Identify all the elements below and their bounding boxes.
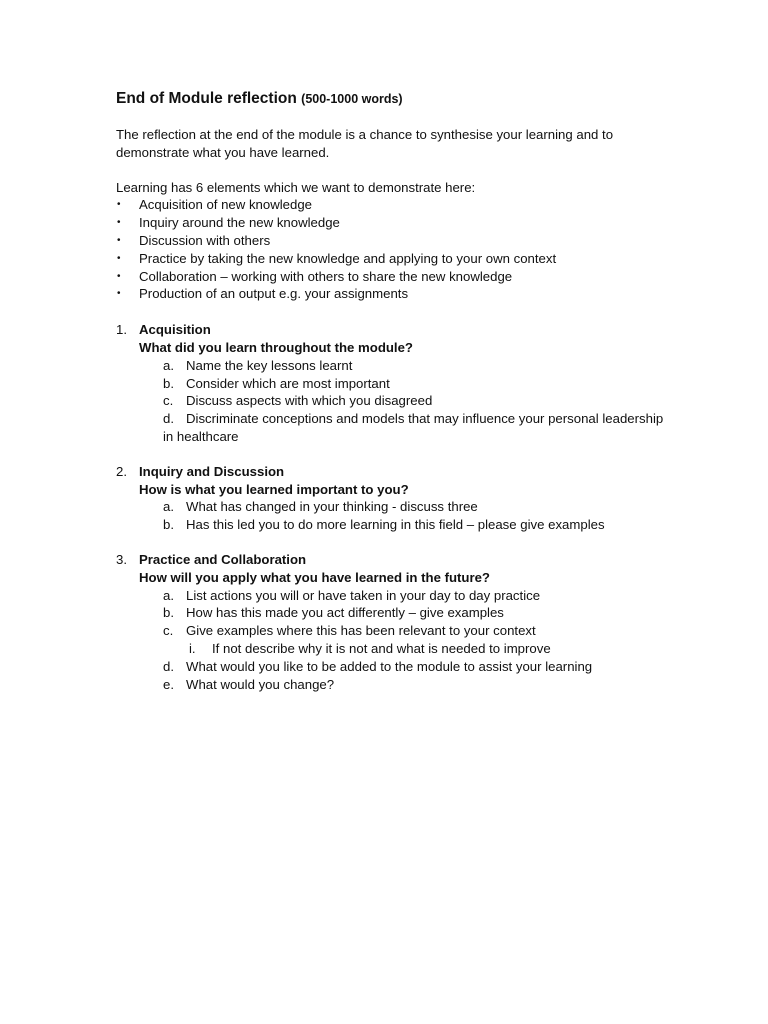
item-text: What has changed in your thinking - discuss three bbox=[186, 499, 478, 515]
list-item-text: Production of an output e.g. your assignments bbox=[139, 286, 409, 302]
item-letter: a. bbox=[163, 499, 174, 515]
section-items bbox=[139, 357, 676, 446]
item-letter: b. bbox=[163, 517, 174, 533]
document-content bbox=[116, 88, 676, 710]
item-text: How has this made you act differently – give examples bbox=[186, 605, 504, 621]
list-item bbox=[163, 375, 676, 393]
section-items-continued bbox=[139, 658, 676, 694]
item-text: Has this led you to do more learning in this field – please give examples bbox=[186, 517, 605, 533]
section-items bbox=[139, 587, 676, 640]
intro-paragraph: The reflection at the end of the module is a chance to synthesise your learning and to demonstrate what you have learned. bbox=[116, 127, 614, 160]
item-text: Give examples where this has been relevant to your context bbox=[186, 623, 536, 639]
section-items bbox=[139, 498, 676, 534]
section-number: 2. bbox=[116, 463, 127, 479]
item-text: If not describe why it is not and what is needed to improve bbox=[212, 640, 551, 656]
item-letter: d. bbox=[163, 658, 174, 674]
bullet-icon: • bbox=[117, 234, 121, 246]
list-item bbox=[163, 516, 676, 534]
section-heading: Practice and Collaboration bbox=[139, 551, 307, 567]
list-item bbox=[116, 268, 676, 286]
list-item bbox=[163, 410, 676, 446]
item-text: What would you change? bbox=[186, 676, 335, 692]
list-item bbox=[163, 498, 676, 516]
item-letter: a. bbox=[163, 357, 174, 373]
section-heading: Inquiry and Discussion bbox=[139, 463, 285, 479]
list-item bbox=[116, 196, 676, 214]
item-letter: c. bbox=[163, 393, 174, 409]
list-item bbox=[163, 622, 676, 640]
item-text: List actions you will or have taken in your day to day practice bbox=[186, 587, 541, 603]
section-question: What did you learn throughout the module? bbox=[139, 339, 413, 355]
section-number: 1. bbox=[116, 322, 127, 338]
section-acquisition bbox=[116, 321, 676, 446]
item-letter: a. bbox=[163, 587, 174, 603]
list-item bbox=[116, 285, 676, 303]
list-item bbox=[163, 658, 676, 676]
list-item bbox=[163, 604, 676, 622]
bullet-icon: • bbox=[117, 199, 121, 211]
title-word-count: (500-1000 words) bbox=[301, 92, 403, 106]
list-item bbox=[116, 232, 676, 250]
bullet-icon: • bbox=[117, 252, 121, 264]
bullet-icon: • bbox=[117, 217, 121, 229]
section-practice-collaboration bbox=[116, 551, 676, 693]
list-item-text: Discussion with others bbox=[139, 232, 271, 248]
bullet-icon: • bbox=[117, 288, 121, 300]
item-letter: c. bbox=[163, 623, 174, 639]
list-item-text: Collaboration – working with others to share the new knowledge bbox=[139, 268, 513, 284]
item-letter: e. bbox=[163, 676, 174, 692]
list-item bbox=[163, 392, 676, 410]
section-number: 3. bbox=[116, 551, 127, 567]
elements-intro: Learning has 6 elements which we want to demonstrate here: bbox=[116, 179, 476, 195]
list-item-text: Practice by taking the new knowledge and applying to your own context bbox=[139, 250, 557, 266]
item-text: Name the key lessons learnt bbox=[186, 357, 353, 373]
item-text: Discuss aspects with which you disagreed bbox=[186, 393, 433, 409]
list-item bbox=[116, 250, 676, 268]
bullet-icon: • bbox=[117, 270, 121, 282]
item-letter: b. bbox=[163, 605, 174, 621]
item-text: What would you like to be added to the module to assist your learning bbox=[186, 658, 593, 674]
section-inquiry-discussion bbox=[116, 463, 676, 534]
list-item bbox=[116, 214, 676, 232]
item-letter: d. bbox=[163, 411, 174, 427]
item-text: Discriminate conceptions and models that may influence your personal leadership in healthcare bbox=[163, 411, 664, 444]
item-text: Consider which are most important bbox=[186, 375, 390, 391]
item-numeral: i. bbox=[189, 640, 196, 656]
elements-list bbox=[116, 196, 676, 303]
title-main: End of Module reflection bbox=[116, 90, 297, 107]
list-item-text: Acquisition of new knowledge bbox=[139, 197, 313, 213]
list-item bbox=[163, 587, 676, 605]
section-question: How will you apply what you have learned in the future? bbox=[139, 569, 490, 585]
list-item bbox=[163, 676, 676, 694]
item-letter: b. bbox=[163, 375, 174, 391]
list-item bbox=[163, 357, 676, 375]
sub-list-item bbox=[139, 640, 676, 658]
section-heading: Acquisition bbox=[139, 322, 211, 338]
section-question: How is what you learned important to you? bbox=[139, 481, 409, 497]
list-item-text: Inquiry around the new knowledge bbox=[139, 215, 340, 231]
document-title bbox=[116, 88, 676, 110]
